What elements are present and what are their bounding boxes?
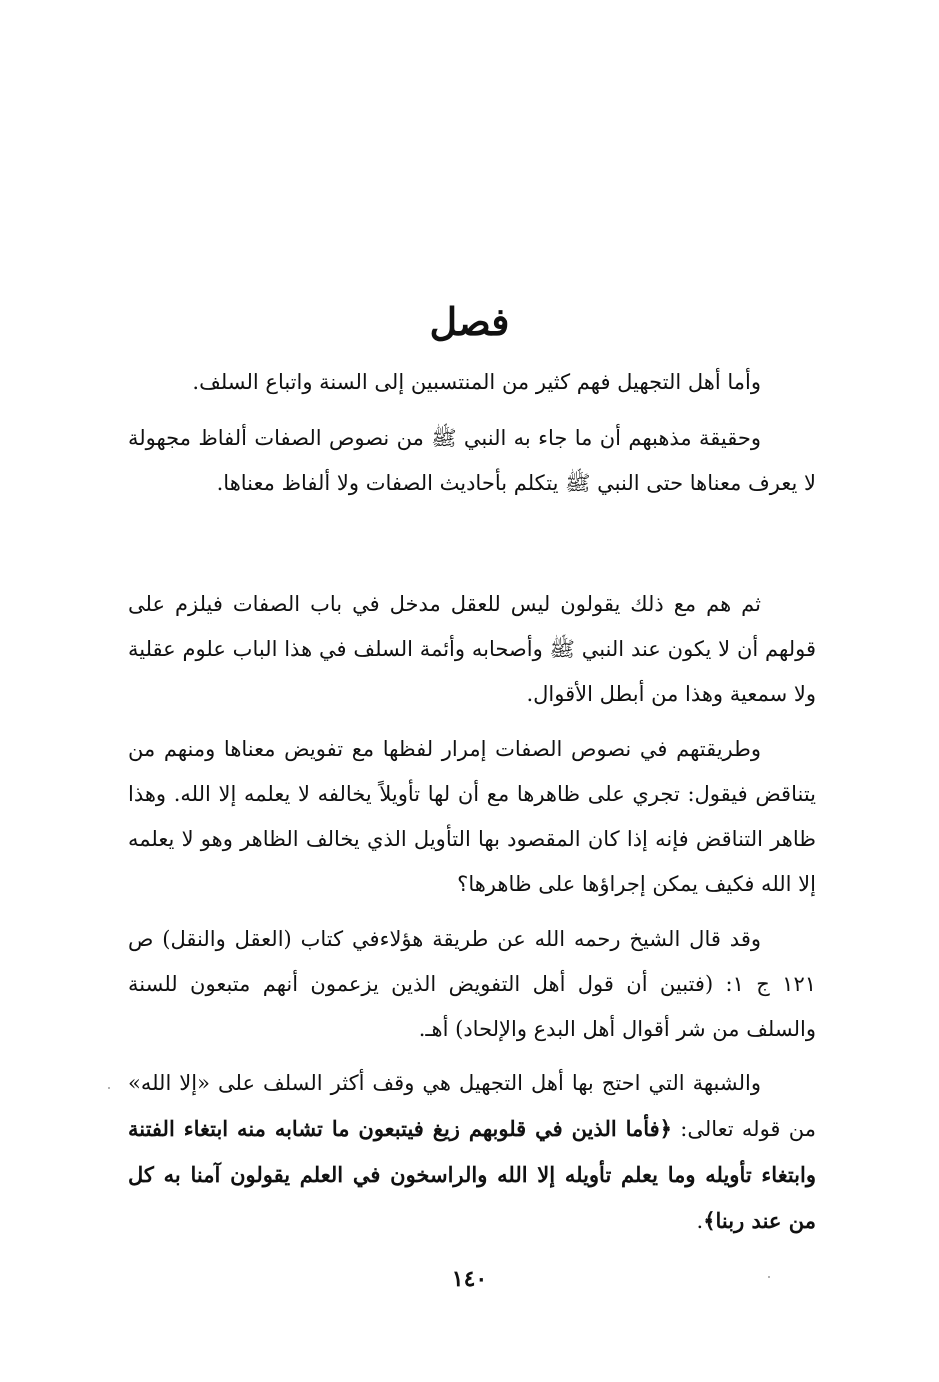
paragraph-tariqa: وطريقتهم في نصوص الصفات إمرار لفظها مع تفويض معناها ومنهم من يتناقض فيقول: تجري على ظاهرها مع أن لها تأويلاً يخالفه لا يعلمه إلا الله. وهذا ظاهر التناقض فإنه إذا كان المقصود بها التأويل الذي يخالف الظاهر وهو لا يعلمه إلا الله فكيف يمكن إجراؤها على ظاهرها؟ [128,737,816,896]
scan-speck [108,1087,110,1089]
quran-verse: ﴿فأما الذين في قلوبهم زيغ فيتبعون ما تشابه منه ابتغاء الفتنة وابتغاء تأويله وما يعلم تأويله إلا الله والراسخون في العلم يقولون آمنا به كل من عند ربنا﴾ [128,1116,816,1233]
scan-speck [768,1276,770,1278]
paragraph-madhhab: وحقيقة مذهبهم أن ما جاء به النبي ﷺ من نصوص الصفات ألفاظ مجهولة لا يعرف معناها حتى النبي ﷺ يتكلم بأحاديث الصفات ولا ألفاظ معناها. [128,426,816,495]
page-number: ١٤٠ [451,1266,488,1292]
paragraph-aql: ثم هم مع ذلك يقولون ليس للعقل مدخل في باب الصفات فيلزم على قولهم أن لا يكون عند النبي ﷺ وأصحابه وأئمة السلف في هذا الباب علوم عقلية ولا سمعية وهذا من أبطل الأقوال. [128,592,816,706]
paragraph-shubha [128,1061,816,1244]
paragraph-shaykh-quote: وقد قال الشيخ رحمه الله عن طريقة هؤلاءفي كتاب (العقل والنقل) ص ١٢١ ج ١: (فتبين أن قول أهل التفويض الذين يزعمون أنهم متبعون للسنة والسلف من شر أقوال أهل البدع والإلحاد) أهـ. [128,927,817,1041]
section-heading: فصل [429,299,510,344]
paragraph-ahl-al-tajhil: وأما أهل التجهيل فهم كثير من المنتسبين إلى السنة واتباع السلف. [192,370,761,394]
shubha-end: . [696,1209,704,1233]
shubha-intro: والشبهة التي احتج بها أهل التجهيل هي وقف أكثر السلف على «إلا الله» من قوله تعالى: [128,1071,816,1141]
